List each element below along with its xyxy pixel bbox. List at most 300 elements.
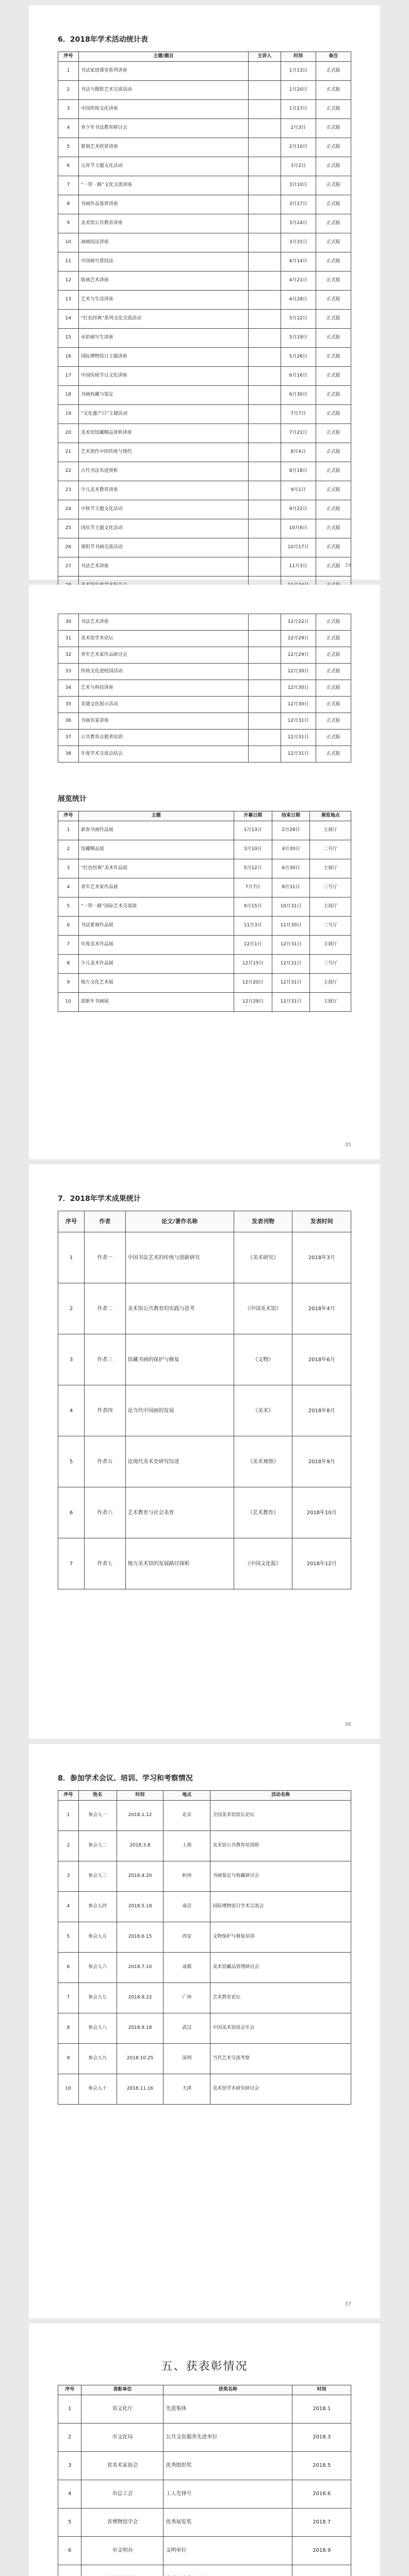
table-row [58, 916, 351, 935]
table-cell: 7月7日 [281, 404, 316, 423]
section-title: 展览统计 [58, 795, 87, 803]
table-cell: 南京 [163, 1891, 210, 1922]
table-cell: 12月31日 [281, 730, 316, 746]
table-cell: 主展厅 [310, 992, 351, 1011]
table-cell: 正式报 [316, 138, 351, 157]
table-row [58, 195, 351, 214]
table-row [58, 1952, 351, 1982]
column-header: 时间 [117, 1791, 163, 1801]
table-body [58, 614, 351, 762]
table-cell: 优秀展览奖 [163, 2508, 292, 2536]
table-cell: 正式报 [316, 118, 351, 138]
column-header: 序号 [58, 52, 79, 62]
table-cell: 先进集体 [163, 2395, 292, 2423]
table-cell: 参会人七 [78, 1982, 117, 2013]
table-cell: 正式报 [316, 746, 351, 762]
table-row [58, 878, 351, 897]
table-cell: 艺术与科技讲座 [78, 680, 248, 697]
table-row [58, 859, 351, 878]
table-cell: 38 [58, 746, 79, 762]
table-row [58, 385, 351, 404]
table-cell: 正式报 [316, 680, 351, 697]
table-cell: 5 [58, 138, 79, 157]
table-cell: 全国美术馆馆长论坛 [210, 1800, 351, 1831]
table-cell: 12 [58, 271, 79, 290]
table-cell: 地方美术馆的发展路径探析 [125, 1538, 234, 1589]
column-header: 序号 [58, 1791, 79, 1801]
table-cell: 三号厅 [310, 878, 351, 897]
table-cell: 5 [58, 897, 79, 916]
table-cell: 22 [58, 462, 79, 481]
table-row [58, 1891, 351, 1922]
table-row [58, 309, 351, 328]
table-cell: 1 [58, 61, 79, 80]
table-cell: 正式报 [316, 366, 351, 385]
table-cell: 艺术创作中的传统与现代 [78, 443, 248, 462]
table-cell: 《艺术教育》 [234, 1487, 292, 1538]
table-cell: 深圳 [163, 2043, 210, 2074]
table-cell [249, 118, 281, 138]
table-body [58, 1800, 351, 2104]
table-cell: 2018.9.18 [117, 2013, 163, 2043]
table-cell: 4月21日 [281, 271, 316, 290]
table-cell: 4 [58, 2480, 81, 2508]
table-cell: 8 [58, 954, 79, 973]
table-cell: 正式报 [316, 80, 351, 99]
table-cell: 国际博物馆日学术交流会 [210, 1891, 351, 1922]
table-cell: 书法家进课堂系列讲座 [78, 61, 248, 80]
table-row [58, 992, 351, 1011]
table-cell: 二号厅 [310, 916, 351, 935]
table-cell: 作者四 [85, 1385, 126, 1436]
table-cell [58, 2565, 81, 2576]
table-cell: 传统文化进校园活动 [78, 664, 248, 680]
table-cell: 正式报 [316, 309, 351, 328]
table-row [58, 1385, 351, 1436]
table-cell: 正式报 [316, 157, 351, 176]
table-cell [249, 538, 281, 557]
table-cell: 正式报 [316, 697, 351, 713]
table-row [58, 1861, 351, 1891]
table-row [58, 423, 351, 443]
table-cell: 艺术与生活讲座 [78, 290, 248, 309]
table-cell [249, 713, 281, 730]
table-cell: 参会人一 [78, 1800, 117, 1831]
table-row [58, 538, 351, 557]
column-header: 序号 [58, 2385, 81, 2395]
table-cell [163, 2565, 292, 2576]
table-cell: 9月1日 [281, 481, 316, 500]
table-cell: 正式报 [316, 423, 351, 443]
table-row [58, 821, 351, 840]
table-row [58, 404, 351, 423]
table-cell: 3 [58, 1861, 79, 1891]
table-cell: 正式报 [316, 271, 351, 290]
table-header-row [58, 52, 351, 62]
table-row [58, 2395, 351, 2423]
table-cell: 2018.4.20 [117, 1861, 163, 1891]
table-row [58, 2536, 351, 2565]
table-row [58, 2451, 351, 2480]
table-cell [249, 138, 281, 157]
table-cell: 参会人九 [78, 2043, 117, 2074]
table-cell [249, 697, 281, 713]
table-cell: 10月31日 [272, 897, 310, 916]
table-cell: 7 [58, 1982, 79, 2013]
table-cell: 青年艺术家作品研讨会 [78, 647, 248, 664]
table-cell: 《中国美术馆》 [234, 1283, 292, 1334]
table-cell: 书法艺术讲座 [78, 557, 248, 576]
table-cell: 中国传统节日文化讲座 [78, 366, 248, 385]
table-cell: 元宵节主题文化活动 [78, 157, 248, 176]
table-cell: 年度美术作品展 [78, 935, 234, 954]
table-cell: 书法与摄影艺术交流活动 [78, 80, 248, 99]
table-row [58, 271, 351, 290]
table-cell: 16 [58, 347, 79, 366]
table-cell: “红色经典”系列文化交流活动 [78, 309, 248, 328]
table-row [58, 290, 351, 309]
table-cell [249, 481, 281, 500]
table-cell: 《文物》 [234, 1334, 292, 1385]
table-cell [249, 500, 281, 519]
table-cell: 省博物馆学会 [81, 2508, 163, 2536]
table-cell: 国际博物馆日主题讲座 [78, 347, 248, 366]
table-cell: 3月31日 [281, 233, 316, 252]
table-cell: 参会人十 [78, 2074, 117, 2104]
table-cell: 4月30日 [272, 840, 310, 859]
table-cell: 30 [58, 614, 79, 631]
table-cell: 正式报 [316, 252, 351, 271]
table-cell: 3月17日 [281, 195, 316, 214]
table-cell: 正式报 [316, 176, 351, 195]
column-header: 序号 [58, 811, 79, 821]
table-cell: 西安 [163, 1922, 210, 1952]
table-cell [249, 195, 281, 214]
table-cell: 7月7日 [234, 878, 272, 897]
table-row [58, 1831, 351, 1861]
table-cell: 年度学术交流总结会 [78, 746, 248, 762]
table-cell: 4月28日 [281, 290, 316, 309]
table-cell [292, 2565, 351, 2576]
table-cell: 中国画写意技法 [78, 252, 248, 271]
table-row [58, 2480, 351, 2508]
table-cell: 正式报 [316, 500, 351, 519]
table-cell [249, 680, 281, 697]
table-cell: 参会人八 [78, 2013, 117, 2043]
table-cell: 少儿美术作品展 [78, 954, 234, 973]
table-cell: 12月1日 [234, 935, 272, 954]
table-cell: 5 [58, 1436, 85, 1487]
table-cell: 文明单位 [163, 2536, 292, 2565]
table-row [58, 713, 351, 730]
table-cell: 6月30日 [281, 385, 316, 404]
table-row [58, 347, 351, 366]
table-cell [249, 631, 281, 647]
table-cell: 正式报 [316, 519, 351, 538]
table-row [58, 481, 351, 500]
table-cell: 美术馆学术研究研讨会 [210, 2074, 351, 2104]
section-title: 6．2018年学术活动统计表 [58, 36, 148, 44]
table-cell: 2 [58, 1283, 85, 1334]
table-cell: 2月10日 [281, 138, 316, 157]
table-cell: 国庆节主题文化活动 [78, 519, 248, 538]
table-cell: 市文化局 [81, 2423, 163, 2451]
table-header-row [58, 1211, 351, 1232]
table-row [58, 2423, 351, 2451]
table-cell: 主展厅 [310, 859, 351, 878]
table-cell: 12月29日 [281, 647, 316, 664]
table-cell: 5 [58, 2508, 81, 2536]
table-cell: 市总工会 [81, 2480, 163, 2508]
table-row [58, 252, 351, 271]
table-cell [249, 366, 281, 385]
table-cell: 24 [58, 500, 79, 519]
column-header: 主题/题目 [78, 52, 248, 62]
table-cell: 《美术观察》 [234, 1436, 292, 1487]
table-cell: 作者六 [85, 1487, 126, 1538]
table-row [58, 973, 351, 992]
table-cell: 主展厅 [310, 821, 351, 840]
table-cell: 12月31日 [272, 954, 310, 973]
column-header: 开幕日期 [234, 811, 272, 821]
table-cell: 1 [58, 2395, 81, 2423]
table-cell: 5月12日 [234, 859, 272, 878]
table-cell: 12月30日 [281, 680, 316, 697]
table-cell: 4 [58, 1385, 85, 1436]
table-body [58, 2395, 351, 2576]
table-cell: 33 [58, 664, 79, 680]
table-cell: 正式报 [316, 290, 351, 309]
table-row [58, 1487, 351, 1538]
table-cell: 馆藏精品展 [78, 840, 234, 859]
academic-table-cont [58, 614, 351, 762]
table-row [58, 500, 351, 519]
table-cell: 正式报 [316, 614, 351, 631]
table-cell: 8 [58, 195, 79, 214]
table-cell: 天津 [163, 2074, 210, 2104]
table-cell: 作者七 [85, 1538, 126, 1589]
table-cell: 4 [58, 1891, 79, 1922]
table-cell: 3 [58, 99, 79, 118]
table-cell: 9月15日 [234, 897, 272, 916]
table-cell: 5月26日 [281, 347, 316, 366]
table-cell: 正式报 [316, 385, 351, 404]
table-cell: 正式报 [316, 347, 351, 366]
table-cell: 参会人三 [78, 1861, 117, 1891]
table-cell: 重阳节书画交流活动 [78, 538, 248, 557]
table-cell [249, 233, 281, 252]
table-row [58, 697, 351, 713]
table-cell: 3月10日 [234, 840, 272, 859]
table-cell: 杭州 [163, 1861, 210, 1891]
table-cell: 7 [58, 1538, 85, 1589]
table-cell: 10 [58, 2074, 79, 2104]
table-cell: 美术馆公共教育的实践与思考 [125, 1283, 234, 1334]
table-cell: 公共文化服务先进单位 [163, 2423, 292, 2451]
table-cell: 1 [58, 1800, 79, 1831]
table-cell: 正式报 [316, 404, 351, 423]
table-cell [249, 746, 281, 762]
table-row [58, 2508, 351, 2536]
table-cell: 2018.6 [292, 2480, 351, 2508]
table-cell: 正式报 [316, 61, 351, 80]
table-cell: 正式报 [316, 538, 351, 557]
table-cell: 3 [58, 859, 79, 878]
table-cell: 2 [58, 80, 79, 99]
table-row [58, 631, 351, 647]
section-title: 五、获表彰情况 [161, 2360, 248, 2373]
publication-table [58, 1211, 351, 1589]
table-cell: 工人先锋号 [163, 2480, 292, 2508]
table-cell: 2 [58, 840, 79, 859]
table-cell: 书画名家讲座 [78, 713, 248, 730]
table-row [58, 935, 351, 954]
table-cell: 正式报 [316, 462, 351, 481]
table-row [58, 680, 351, 697]
table-cell: 11月3日 [234, 916, 272, 935]
table-cell: 3 [58, 2451, 81, 2480]
table-cell: 10月17日 [281, 538, 316, 557]
table-cell: 3 [58, 1334, 85, 1385]
table-cell: 2018.1 [292, 2395, 351, 2423]
table-cell: 主展厅 [310, 935, 351, 954]
table-cell: 中国书法艺术的传统与创新研究 [125, 1232, 234, 1283]
table-cell: 武汉 [163, 2013, 210, 2043]
table-cell: 6 [58, 1487, 85, 1538]
table-cell: 2018.5.18 [117, 1891, 163, 1922]
table-row [58, 328, 351, 347]
table-cell: 地方文化艺术展 [78, 973, 234, 992]
column-header: 活动名称 [210, 1791, 351, 1801]
table-cell: 书画鉴定与收藏研讨会 [210, 1861, 351, 1891]
table-row [58, 664, 351, 680]
table-row [58, 519, 351, 538]
table-cell: 3月24日 [281, 214, 316, 233]
table-cell [249, 730, 281, 746]
table-cell: 12月15日 [234, 954, 272, 973]
column-header: 时间 [292, 2385, 351, 2395]
table-row [58, 557, 351, 576]
table-cell [249, 462, 281, 481]
table-cell: 成都 [163, 1952, 210, 1982]
table-cell: 美术馆公共教育讲座 [78, 214, 248, 233]
table-cell: 当代艺术交流考察 [210, 2043, 351, 2074]
table-row [58, 80, 351, 99]
page-number: 36 [345, 1722, 351, 1727]
table-cell: 3月10日 [281, 176, 316, 195]
table-cell: 6 [58, 1952, 79, 1982]
table-cell: 6 [58, 157, 79, 176]
table-row [58, 1800, 351, 1831]
table-cell: 正式报 [316, 443, 351, 462]
table-cell: 6 [58, 2536, 81, 2565]
table-cell: 新春书画作品展 [78, 821, 234, 840]
page-number: 35 [345, 1142, 351, 1148]
table-cell: 6 [58, 916, 79, 935]
table-cell: “一带一路”文化交流讲座 [78, 176, 248, 195]
table-cell: 正式报 [316, 647, 351, 664]
table-cell: 馆藏书画的保护与修复 [125, 1334, 234, 1385]
table-cell: 18 [58, 385, 79, 404]
table-cell: 1月13日 [234, 821, 272, 840]
table-row [58, 1538, 351, 1589]
table-cell: 11月30日 [272, 916, 310, 935]
table-row [58, 214, 351, 233]
table-cell: 2018.6.15 [117, 1922, 163, 1952]
table-cell: 9月22日 [281, 500, 316, 519]
column-header: 作者 [85, 1211, 126, 1232]
table-cell [249, 443, 281, 462]
table-cell: 4 [58, 118, 79, 138]
table-cell: 8 [58, 2013, 79, 2043]
table-cell: 1月27日 [281, 99, 316, 118]
table-row [58, 840, 351, 859]
table-cell: 10月6日 [281, 519, 316, 538]
column-header: 发表时间 [292, 1211, 351, 1232]
table-cell: 8月18日 [281, 462, 316, 481]
table-cell: 优秀组织奖 [163, 2451, 292, 2480]
table-cell: 近现代美术史研究综述 [125, 1436, 234, 1487]
table-cell: 主展厅 [310, 973, 351, 992]
table-cell [249, 664, 281, 680]
table-row [58, 99, 351, 118]
table-cell: 三号厅 [310, 954, 351, 973]
table-cell: 11 [58, 252, 79, 271]
table-cell: 文物保护与修复培训 [210, 1922, 351, 1952]
table-row [58, 647, 351, 664]
table-cell: 12月31日 [272, 973, 310, 992]
table-cell: 省美术家协会 [81, 2451, 163, 2480]
column-header: 主讲人 [249, 52, 281, 62]
table-cell: 5月12日 [281, 309, 316, 328]
table-row [58, 897, 351, 916]
section-title: 8．参加学术会议、培训、学习和考察情况 [58, 1774, 193, 1783]
table-cell: 2018.1.12 [117, 1800, 163, 1831]
table-cell: 12月20日 [234, 973, 272, 992]
table-cell: 主展厅 [310, 897, 351, 916]
table-cell: 参会人二 [78, 1831, 117, 1861]
page-number: 37 [345, 2301, 351, 2307]
table-cell: 艺术教育论坛 [210, 1982, 351, 2013]
table-cell: 广州 [163, 1982, 210, 2013]
table-cell: 作者三 [85, 1334, 126, 1385]
table-cell: 8月31日 [272, 878, 310, 897]
table-cell: 2018.8.22 [117, 1982, 163, 2013]
page-4 [29, 1744, 380, 2318]
table-row [58, 2074, 351, 2104]
table-body [58, 1232, 351, 1589]
table-cell: 26 [58, 538, 79, 557]
table-cell [249, 214, 281, 233]
table-cell: 12月31日 [281, 713, 316, 730]
table-cell: 书法艺术讲座 [78, 614, 248, 631]
table-cell: 15 [58, 328, 79, 347]
table-cell: 作者一 [85, 1232, 126, 1283]
table-row [58, 2043, 351, 2074]
table-cell: 5月19日 [281, 328, 316, 347]
table-cell [249, 290, 281, 309]
table-cell: 参会人五 [78, 1922, 117, 1952]
table-cell: 篆刻艺术欣赏讲座 [78, 138, 248, 157]
column-header: 备注 [316, 52, 351, 62]
table-row [58, 1334, 351, 1385]
table-row [58, 157, 351, 176]
table-row [58, 614, 351, 631]
table-cell: 1月13日 [281, 61, 316, 80]
table-cell: 4月14日 [281, 252, 316, 271]
table-header-row [58, 1791, 351, 1801]
table-cell: 公共教育志愿者培训 [78, 730, 248, 746]
